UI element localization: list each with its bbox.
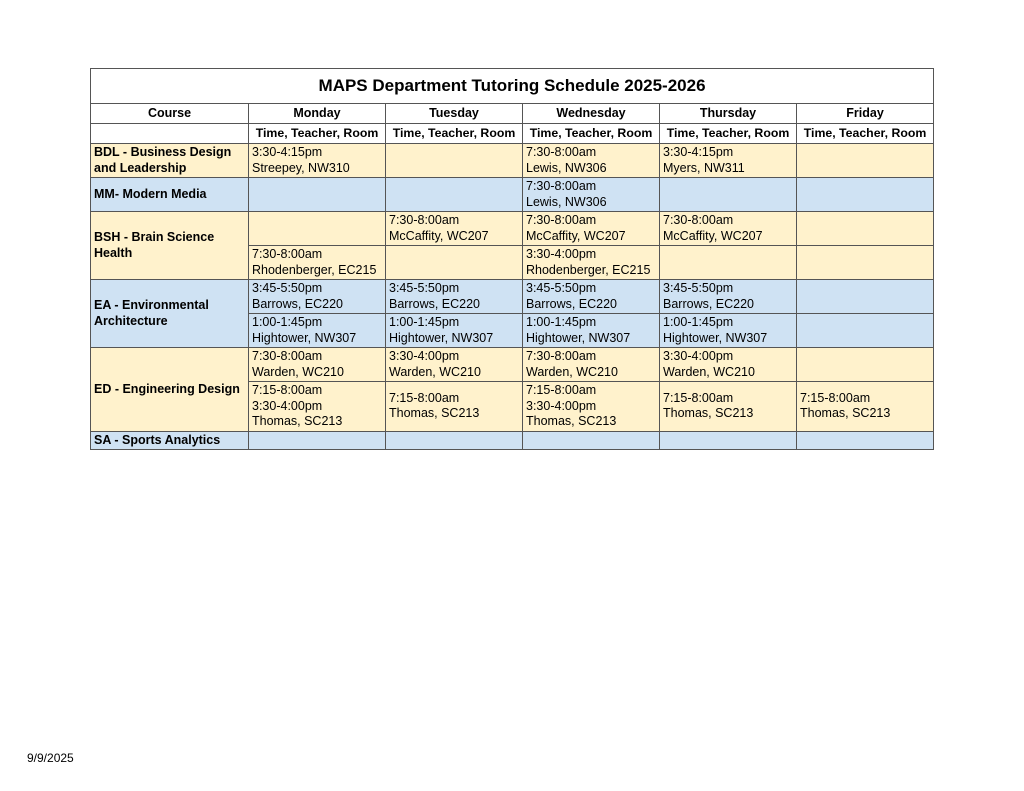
schedule-cell-wednesday: 7:30-8:00am McCaffity, WC207 <box>523 212 660 246</box>
footer-date: 9/9/2025 <box>27 751 74 765</box>
table-row <box>91 212 934 246</box>
schedule-cell-thursday <box>660 246 797 280</box>
schedule-cell-tuesday: 7:30-8:00am McCaffity, WC207 <box>386 212 523 246</box>
table-row <box>91 178 934 212</box>
schedule-cell-tuesday: 3:45-5:50pm Barrows, EC220 <box>386 280 523 314</box>
schedule-cell-tuesday: 7:15-8:00am Thomas, SC213 <box>386 382 523 432</box>
schedule-cell-monday <box>249 212 386 246</box>
subheader-blank <box>91 124 249 144</box>
schedule-cell-thursday: 7:30-8:00am McCaffity, WC207 <box>660 212 797 246</box>
course-header: Course <box>91 104 249 124</box>
course-name: BSH - Brain Science Health <box>91 212 249 280</box>
header-row <box>91 104 934 124</box>
table-row <box>91 431 934 450</box>
course-name: BDL - Business Design and Leadership <box>91 144 249 178</box>
course-name: EA - Environmental Architecture <box>91 280 249 348</box>
course-name: SA - Sports Analytics <box>91 431 249 450</box>
schedule-cell-wednesday <box>523 431 660 450</box>
table-row <box>91 144 934 178</box>
subheader-row <box>91 124 934 144</box>
schedule-cell-friday <box>797 246 934 280</box>
schedule-cell-friday <box>797 178 934 212</box>
day-header-wednesday: Wednesday <box>523 104 660 124</box>
schedule-cell-tuesday: 1:00-1:45pm Hightower, NW307 <box>386 314 523 348</box>
subheader-tuesday: Time, Teacher, Room <box>386 124 523 144</box>
subheader-monday: Time, Teacher, Room <box>249 124 386 144</box>
schedule-cell-monday: 7:30-8:00am Warden, WC210 <box>249 348 386 382</box>
schedule-cell-monday: 3:30-4:15pm Streepey, NW310 <box>249 144 386 178</box>
schedule-cell-thursday <box>660 178 797 212</box>
schedule-cell-monday: 3:45-5:50pm Barrows, EC220 <box>249 280 386 314</box>
schedule-cell-friday <box>797 144 934 178</box>
schedule-cell-monday: 7:15-8:00am 3:30-4:00pm Thomas, SC213 <box>249 382 386 432</box>
schedule-cell-thursday <box>660 431 797 450</box>
schedule-cell-wednesday: 3:30-4:00pm Rhodenberger, EC215 <box>523 246 660 280</box>
subheader-wednesday: Time, Teacher, Room <box>523 124 660 144</box>
schedule-cell-tuesday <box>386 246 523 280</box>
schedule-cell-monday <box>249 431 386 450</box>
schedule-cell-wednesday: 7:15-8:00am 3:30-4:00pm Thomas, SC213 <box>523 382 660 432</box>
schedule-cell-wednesday: 7:30-8:00am Lewis, NW306 <box>523 144 660 178</box>
day-header-friday: Friday <box>797 104 934 124</box>
schedule-cell-thursday: 3:30-4:00pm Warden, WC210 <box>660 348 797 382</box>
schedule-cell-monday <box>249 178 386 212</box>
tutoring-schedule-table <box>90 68 934 450</box>
table-row <box>91 280 934 314</box>
schedule-cell-friday <box>797 280 934 314</box>
course-name: ED - Engineering Design <box>91 348 249 432</box>
schedule-cell-friday <box>797 212 934 246</box>
schedule-cell-tuesday: 3:30-4:00pm Warden, WC210 <box>386 348 523 382</box>
schedule-cell-monday: 1:00-1:45pm Hightower, NW307 <box>249 314 386 348</box>
schedule-cell-wednesday: 3:45-5:50pm Barrows, EC220 <box>523 280 660 314</box>
subheader-thursday: Time, Teacher, Room <box>660 124 797 144</box>
title-row <box>91 69 934 104</box>
schedule-cell-thursday: 7:15-8:00am Thomas, SC213 <box>660 382 797 432</box>
subheader-friday: Time, Teacher, Room <box>797 124 934 144</box>
schedule-cell-tuesday <box>386 178 523 212</box>
day-header-thursday: Thursday <box>660 104 797 124</box>
schedule-cell-friday <box>797 431 934 450</box>
schedule-cell-thursday: 3:30-4:15pm Myers, NW311 <box>660 144 797 178</box>
schedule-cell-thursday: 1:00-1:45pm Hightower, NW307 <box>660 314 797 348</box>
schedule-cell-friday <box>797 314 934 348</box>
schedule-cell-tuesday <box>386 144 523 178</box>
course-name: MM- Modern Media <box>91 178 249 212</box>
day-header-tuesday: Tuesday <box>386 104 523 124</box>
schedule-cell-wednesday: 1:00-1:45pm Hightower, NW307 <box>523 314 660 348</box>
schedule-cell-thursday: 3:45-5:50pm Barrows, EC220 <box>660 280 797 314</box>
schedule-title: MAPS Department Tutoring Schedule 2025-2026 <box>91 69 934 104</box>
schedule-cell-wednesday: 7:30-8:00am Lewis, NW306 <box>523 178 660 212</box>
day-header-monday: Monday <box>249 104 386 124</box>
table-row <box>91 348 934 382</box>
schedule-cell-friday: 7:15-8:00am Thomas, SC213 <box>797 382 934 432</box>
schedule-cell-wednesday: 7:30-8:00am Warden, WC210 <box>523 348 660 382</box>
schedule-cell-friday <box>797 348 934 382</box>
schedule-cell-monday: 7:30-8:00am Rhodenberger, EC215 <box>249 246 386 280</box>
schedule-cell-tuesday <box>386 431 523 450</box>
